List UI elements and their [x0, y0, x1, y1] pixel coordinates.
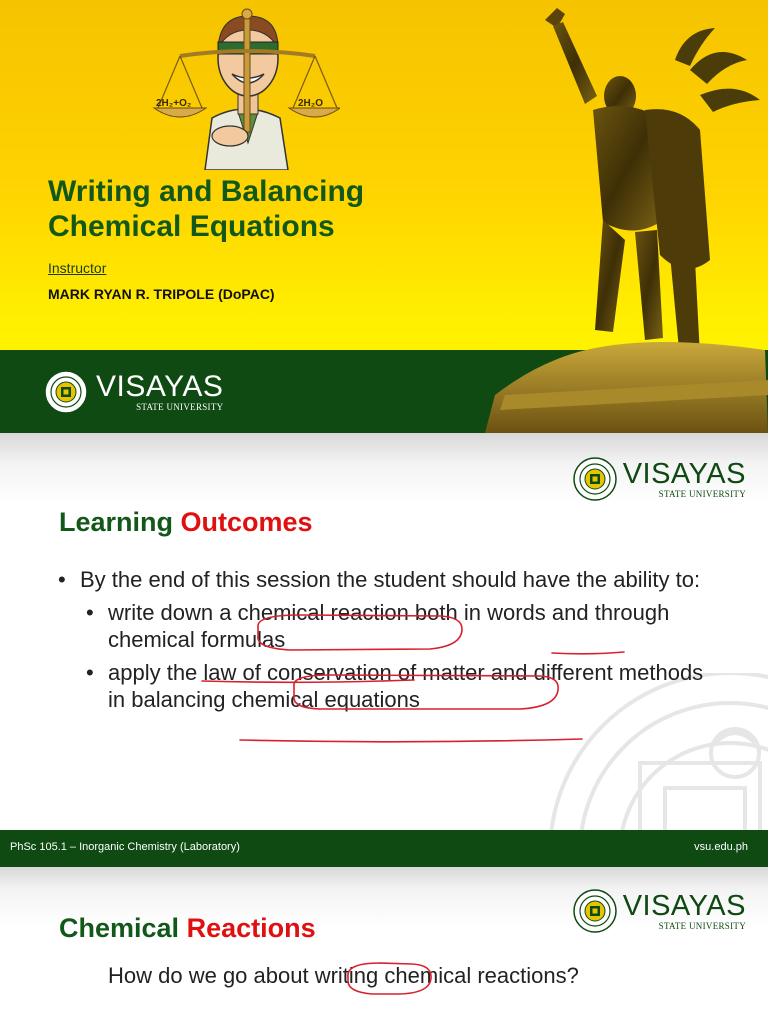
list-item: • apply the law of conservation of matter and different methods in balancing chemical equations [58, 659, 718, 713]
title-line-1: Writing and Balancing [48, 175, 365, 208]
university-seal-icon [573, 889, 617, 933]
slide-footer [0, 830, 768, 867]
university-logo [44, 370, 223, 414]
chemical-reactions-slide [0, 867, 768, 1024]
circled-term: conservation of matter [266, 660, 485, 685]
logo-main-text: VISAYAS [622, 457, 746, 490]
university-seal-icon [44, 370, 88, 414]
heading-red-word: Outcomes [180, 507, 313, 537]
learning-outcomes-slide [0, 433, 768, 867]
oblation-statue-illustration [485, 0, 768, 433]
cartoon-label-left: 2H₂+O₂ [156, 98, 192, 109]
instructor-label: Instructor [48, 260, 107, 276]
list-item: • write down a chemical reaction both in words and through chemical formulas [58, 599, 718, 653]
circled-term: writing [314, 963, 379, 988]
question-text: How do we go about writing chemical reactions? [108, 963, 579, 988]
list-item: • By the end of this session the student should have the ability to: [58, 566, 718, 593]
scale-cartoon-illustration [150, 8, 340, 170]
underline-mark [240, 739, 582, 742]
university-logo [573, 457, 746, 501]
section-heading [59, 507, 313, 538]
instructor-name: MARK RYAN R. TRIPOLE (DoPAC) [48, 286, 275, 302]
heading-red-word: Reactions [186, 913, 316, 943]
underlined-term: balancing chemical equations [131, 687, 420, 712]
cartoon-label-right: 2H₂O [298, 98, 324, 109]
logo-sub-text: STATE UNIVERSITY [658, 488, 746, 499]
university-seal-icon [573, 457, 617, 501]
heading-green-word: Chemical [59, 913, 180, 943]
title-slide [0, 0, 768, 433]
logo-sub-text: STATE UNIVERSITY [658, 920, 746, 931]
university-logo [573, 889, 746, 933]
logo-main-text: VISAYAS [622, 889, 746, 922]
heading-green-word: Learning [59, 507, 174, 537]
logo-main-text: VISAYAS [96, 370, 224, 403]
logo-sub-text: STATE UNIVERSITY [136, 402, 224, 412]
section-heading [59, 913, 316, 944]
website-link[interactable]: vsu.edu.ph [694, 841, 748, 853]
title-line-2: Chemical Equations [48, 210, 335, 243]
outcome-list [58, 566, 718, 713]
circled-term: chemical reaction [237, 600, 409, 625]
course-label: PhSc 105.1 – Inorganic Chemistry (Laboratory) [10, 841, 240, 853]
underlined-term: words [487, 600, 546, 625]
page-title [48, 174, 528, 244]
underlined-term: chemical formulas [108, 627, 286, 652]
